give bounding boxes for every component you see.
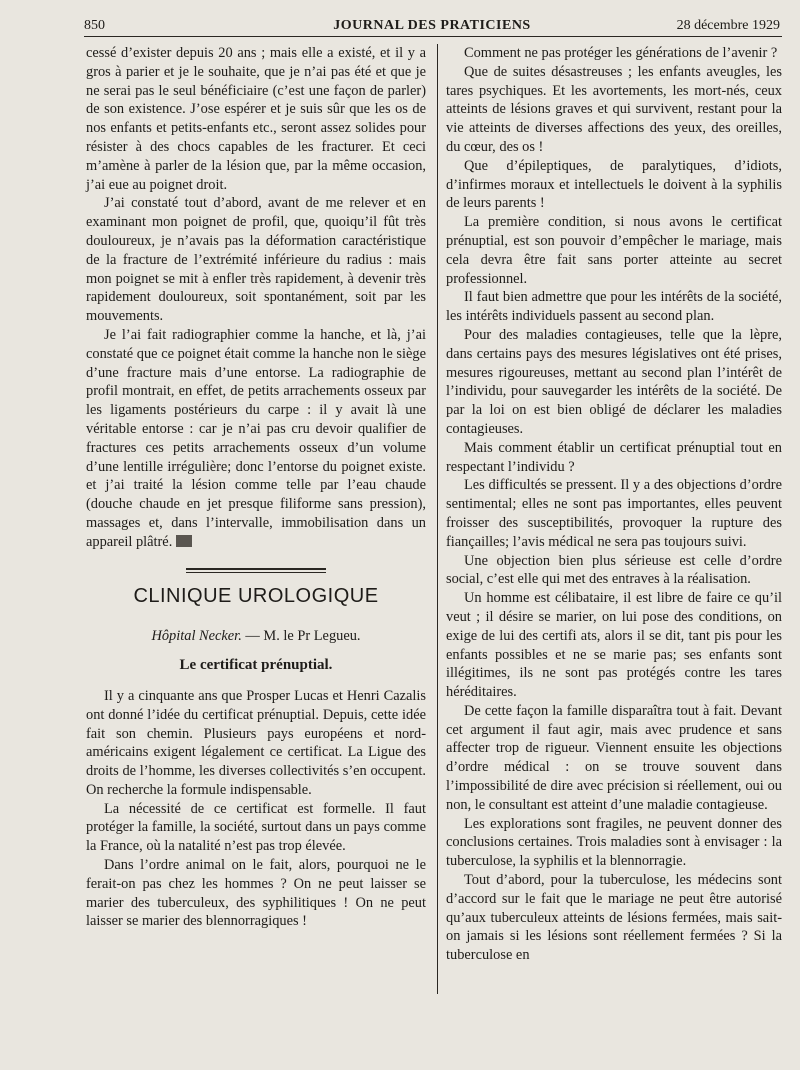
paragraph: Un homme est célibataire, il est libre de faire ce qu’il veut ; il désire se marier, on lui pose des conditions, on exige de lui des certifi ats, alors il se dit, tant pis pour les enfants possibles et ne se marie pas; ses enfants sont illégitimes, ils ne sont pas protégés contre les tares héréditaires. [446,590,782,701]
paragraph: Comment ne pas protéger les générations de l’avenir ? [464,45,778,61]
header-rule [84,36,782,37]
paragraph: cessé d’exister depuis 20 ans ; mais elle a existé, et il y a gros à parier et je le souhaite, que je n’ai pas été et que je ne serai pas le seul bénéficiaire (c’est une façon de parler) de son existence. J’ose espérer et je suis sûr que les os de nos enfants et petits-enfants etc., seront assez solides pour résister à des chocs capables de les fracturer. Et ceci m’amène à parler de la lésion que, par la même occasion, j’ai eue au poignet droit. [86,45,426,193]
right-column [446,44,782,965]
article-title: Le certificat prénuptial. [179,657,333,674]
paragraph: La première condition, si nous avons le certificat prénuptial, est son pouvoir d’empêcher le mariage, mais cela devra être fait sans porter atteinte au secret professionnel. [446,214,782,287]
paragraph: Mais comment établir un certificat prénuptial tout en respectant l’individu ? [446,439,782,475]
page-number: 850 [84,18,105,33]
paragraph: Il faut bien admettre que pour les intérêts de la société, les intérêts individuels passent au second plan. [446,289,782,325]
journal-title: JOURNAL DES PRATICIENS [333,18,531,33]
left-column [86,44,426,931]
paragraph: Il y a cinquante ans que Prosper Lucas et Henri Cazalis ont donné l’idée du certificat prénuptial. Depuis, cette idée fait son chemin. Plusieurs pays européens et nord-américains exigent légalement ce certificat. La Ligue des droits de l’homme, les diverses collectivités s’en occupent. On recherche la formule indispensable. [86,687,426,798]
page-header [84,14,780,38]
paragraph: Que de suites désastreuses ; les enfants aveugles, les tares psychiques. Et les avortements, les mort-nés, ceux atteints de lésions graves et qui survivent, restant pour la vie atteints de diverses affections des yeux, des oreilles, du cœur, des os ! [446,63,782,155]
paragraph-text: Je l’ai fait radiographier comme la hanche, et là, j’ai constaté que ce poignet était comme la hanche non le siège d’une fracture mais d’une entorse. La radiographie de profil montrait, en effet, de petits arrachements osseux par les ligaments postérieurs du carpe : il y avait là une véritable entorse : car je n’ai pas cru devoir qualifier de fractures ces petits arrachements osseux d’un volume d’une lentille irrégulière; donc l’entorse du poignet existe. et j’ai traité la lésion comme telle par l’eau chaude (douche chaude en jet presque filiforme sans pression), massages et, dans l’intervalle, immobilisation dans un appareil plâtré. [86,326,426,550]
byline-author: — M. le Pr Legueu. [245,628,361,645]
section-title: CLINIQUE UROLOGIQUE [133,584,379,607]
paragraph: J’ai constaté tout d’abord, avant de me relever et en examinant mon poignet de profil, que, quoiqu’il fût très douloureux, je n’avais pas la déformation caractéristique de la fracture de l’extrémité inférieure du radius : mais mon poignet se mit à enfler très rapidement, à devenir très rapidement douloureux, soit spontanément, soit par les mouvements. [86,195,426,325]
section-rule [186,568,326,573]
paragraph: Une objection bien plus sérieuse est celle d’ordre social, c’est elle qui met des entraves à la réalisation. [446,552,782,588]
paragraph: Les difficultés se pressent. Il y a des objections d’ordre sentimental; elles ne sont pas importantes, elles peuvent froisser des susceptibilités, provoquer la rupture des fiançailles; l’avis médical ne sera pas toujours suivi. [446,477,782,550]
column-divider [437,44,438,994]
paragraph: Les explorations sont fragiles, ne peuvent donner des conclusions certaines. Trois maladies sont à envisager : la tuberculose, la syphilis et la blennorragie. [446,815,782,870]
paragraph: Pour des maladies contagieuses, telle que la lèpre, dans certains pays des mesures législatives ont été prises, mesures rigoureuses, mettant au second plan l’intérêt de l’individu, pour sauvegarder les intérêts de la société. De par la loi on est bien obligé de déclarer les maladies contagieuses. [446,326,782,437]
paragraph: Que d’épileptiques, de paralytiques, d’idiots, d’infirmes moraux et intellectuels le doivent à la syphilis de leurs parents ! [446,157,782,212]
paragraph [86,326,426,552]
paragraph: De cette façon la famille disparaîtra tout à fait. Devant cet argument il faut agir, mais avec prudence et sans affecter trop de rigueur. Viennent ensuite les objections d’ordre médical : on se trouve souvent dans l’impossibilité de dire avec précision si réellement, oui ou non, le consultant est atteint d’une maladie contagieuse. [446,702,782,813]
byline-place: Hôpital Necker. [151,628,242,645]
issue-date: 28 décembre 1929 [676,18,780,33]
byline [86,627,426,646]
paragraph: Tout d’abord, pour la tuberculose, les médecins sont d’accord sur le fait que le mariage ne peut être autorisé qu’aux tuberculeux atteints de lésions fermées, mais sait-on jamais si les lésions sont réellement fermées ? Si la tuberculose en [446,872,782,964]
paragraph: Dans l’ordre animal on le fait, alors, pourquoi ne le ferait-on pas chez les hommes ? On ne peut laisser se marier des tuberculeux, des syphilitiques ! On ne peut laisser se marier des blennorragiques ! [86,857,426,930]
paragraph: La nécessité de ce certificat est formelle. Il faut protéger la famille, la société, surtout dans un pays comme la France, où la natalité n’est pas trop élevée. [86,800,426,855]
printer-ornament-icon [176,535,192,547]
